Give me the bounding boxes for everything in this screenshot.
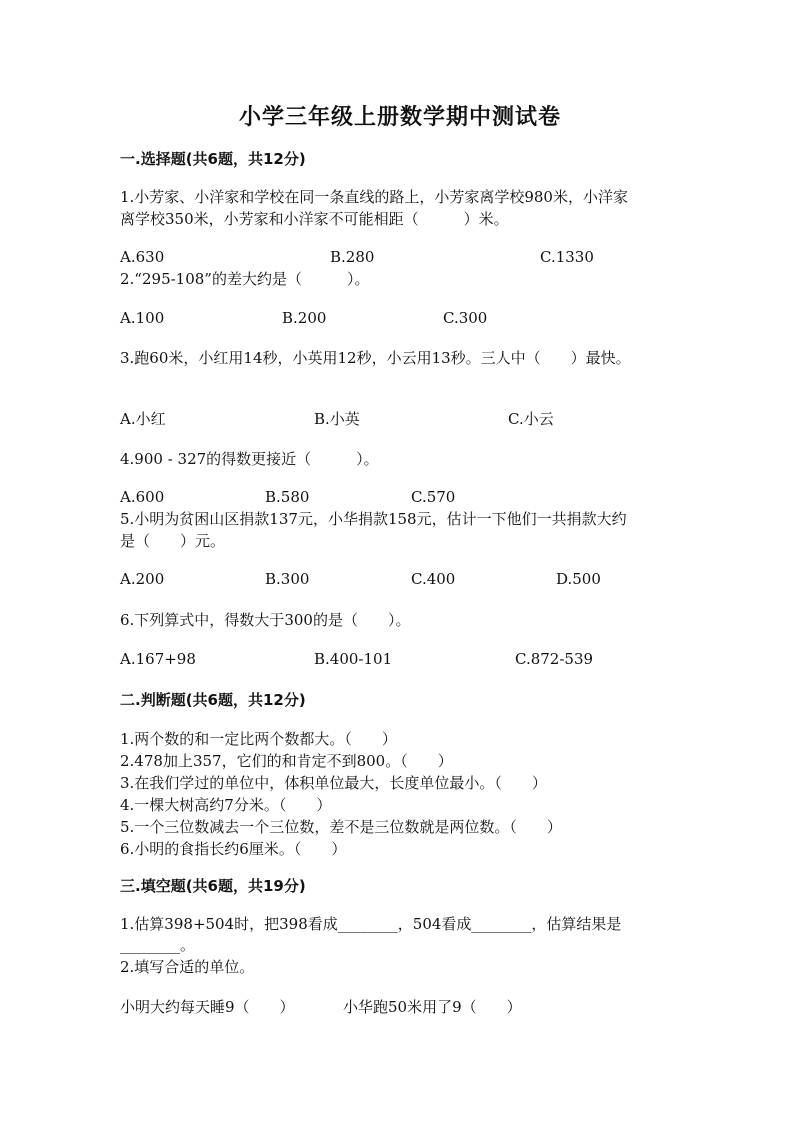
judge-item-1: 1.两个数的和一定比两个数都大。（ ） bbox=[120, 730, 397, 748]
question-5-line-2: 是（ ）元。 bbox=[120, 532, 226, 550]
judge-item-6: 6.小明的食指长约6厘米。（ ） bbox=[120, 840, 347, 858]
fill-question-2-sub-a: 小明大约每天睡9（ ） bbox=[120, 998, 295, 1016]
question-1-line-2: 离学校350米，小芳家和小洋家不可能相距（ ）米。 bbox=[120, 210, 509, 228]
section-heading-judge: 二.判断题(共6题，共12分) bbox=[120, 691, 306, 709]
question-4-option-b: B.580 bbox=[265, 488, 310, 506]
question-3-option-c: C.小云 bbox=[508, 410, 554, 428]
judge-item-4: 4.一棵大树高约7分米。（ ） bbox=[120, 796, 332, 814]
question-5-option-b: B.300 bbox=[265, 570, 310, 588]
question-5-line-1: 5.小明为贫困山区捐款137元，小华捐款158元，估计一下他们一共捐款大约 bbox=[120, 510, 627, 528]
section-heading-choice: 一.选择题(共6题，共12分) bbox=[120, 150, 306, 168]
question-2-option-a: A.100 bbox=[120, 309, 165, 327]
fill-question-2-sub-b: 小华跑50米用了9（ ） bbox=[343, 998, 522, 1016]
question-2-line-1: 2.“295-108”的差大约是（ ）。 bbox=[120, 270, 370, 288]
judge-item-2: 2.478加上357，它们的和肯定不到800。（ ） bbox=[120, 752, 453, 770]
question-5-option-a: A.200 bbox=[120, 570, 165, 588]
question-4-line-1: 4.900 - 327的得数更接近（ ）。 bbox=[120, 450, 379, 468]
question-3-option-a: A.小红 bbox=[120, 410, 166, 428]
question-1-option-c: C.1330 bbox=[540, 248, 594, 266]
question-4-option-c: C.570 bbox=[411, 488, 456, 506]
question-1-option-b: B.280 bbox=[330, 248, 375, 266]
question-3-line-1: 3.跑60米，小红用14秒，小英用12秒，小云用13秒。三人中（ ）最快。 bbox=[120, 349, 631, 367]
section-heading-fill: 三.填空题(共6题，共19分) bbox=[120, 877, 306, 895]
question-6-option-b: B.400-101 bbox=[314, 650, 393, 668]
fill-question-2-line-1: 2.填写合适的单位。 bbox=[120, 958, 255, 976]
question-4-option-a: A.600 bbox=[120, 488, 165, 506]
question-5-option-c: C.400 bbox=[411, 570, 456, 588]
question-6-option-c: C.872-539 bbox=[515, 650, 594, 668]
question-6-line-1: 6.下列算式中，得数大于300的是（ ）。 bbox=[120, 611, 411, 629]
page-title: 小学三年级上册数学期中测试卷 bbox=[238, 104, 561, 130]
judge-item-5: 5.一个三位数减去一个三位数，差不是三位数就是两位数。（ ） bbox=[120, 818, 562, 836]
fill-question-1-line-1: 1.估算398+504时，把398看成________，504看成________，估算结果是 bbox=[120, 915, 622, 933]
question-1-line-1: 1.小芳家、小洋家和学校在同一条直线的路上，小芳家离学校980米，小洋家 bbox=[120, 188, 628, 206]
question-2-option-c: C.300 bbox=[443, 309, 488, 327]
question-1-option-a: A.630 bbox=[120, 248, 165, 266]
question-3-option-b: B.小英 bbox=[314, 410, 360, 428]
question-5-option-d: D.500 bbox=[556, 570, 601, 588]
question-6-option-a: A.167+98 bbox=[120, 650, 196, 668]
question-2-option-b: B.200 bbox=[282, 309, 327, 327]
fill-question-1-line-2: ________。 bbox=[120, 936, 196, 954]
judge-item-3: 3.在我们学过的单位中，体积单位最大，长度单位最小。（ ） bbox=[120, 774, 547, 792]
